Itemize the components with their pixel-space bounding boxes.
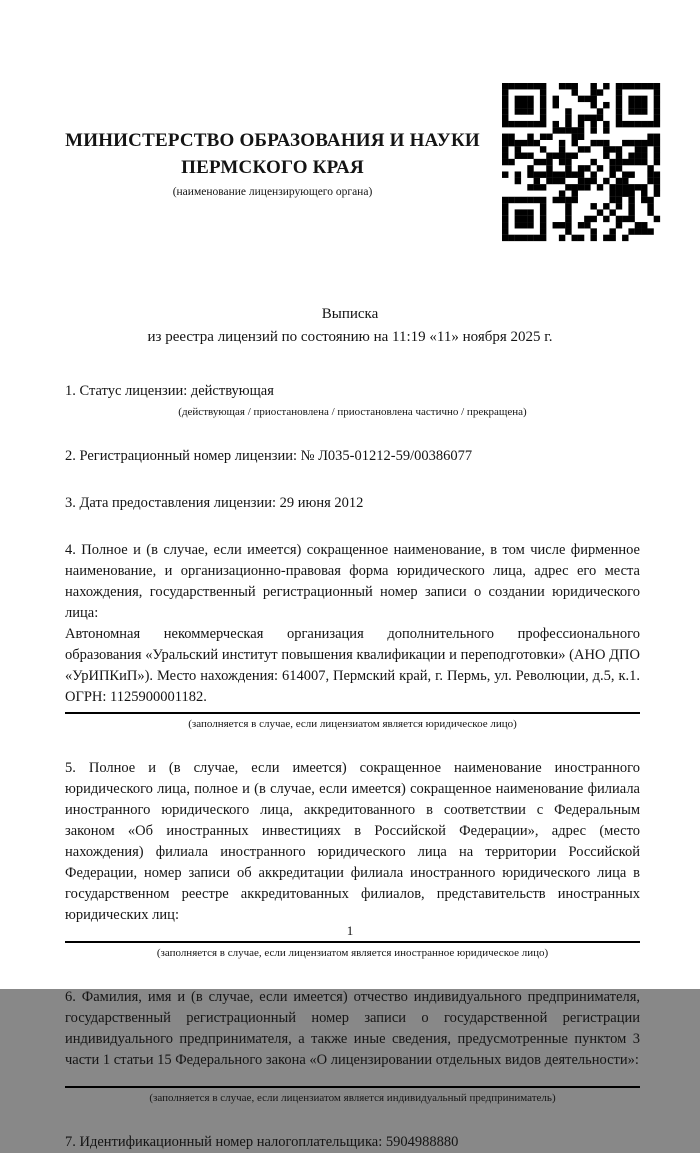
- qr-code: [502, 83, 660, 241]
- item-6-text: 6. Фамилия, имя и (в случае, если имеется) отчество индивидуального предпринимателя, государственный регистрационный номер записи о государственной регистрации индивидуального предпринимателя, а также иные сведения, предусмотренные пунктом 3 части 1 статьи 15 Федерального закона «О лицензировании отдельных видов деятельности»:: [65, 989, 640, 1068]
- item-taxpayer-number: [65, 1132, 640, 1153]
- page-number: 1: [346, 923, 354, 938]
- document-header: [0, 0, 700, 241]
- document-title: [0, 303, 700, 349]
- ministry-name-line1: МИНИСТЕРСТВО ОБРАЗОВАНИЯ И НАУКИ: [65, 129, 480, 151]
- item-2-text: 2. Регистрационный номер лицензии: № Л035-01212-59/00386077: [65, 448, 473, 464]
- item-1-caption: (действующая / приостановлена / приостановлена частично / прекращена): [178, 406, 527, 418]
- item-7-text: 7. Идентификационный номер налогоплательщика: 5904988880: [65, 1134, 459, 1150]
- item-4-caption: (заполняется в случае, если лицензиатом является юридическое лицо): [188, 718, 517, 730]
- item-individual-entrepreneur: [65, 987, 640, 1106]
- item-1-text: 1. Статус лицензии: действующая: [65, 383, 274, 399]
- fill-in-line: [65, 1086, 640, 1088]
- item-3-text: 3. Дата предоставления лицензии: 29 июня 2012: [65, 495, 364, 511]
- fill-in-line: [65, 712, 640, 714]
- document-body: [0, 381, 700, 1153]
- ministry-name: [65, 127, 480, 181]
- item-6-caption: (заполняется в случае, если лицензиатом является индивидуальный предприниматель): [149, 1092, 556, 1104]
- document-title-line2: из реестра лицензий по состоянию на 11:19 «11» ноября 2025 г.: [147, 329, 553, 345]
- fill-in-line: [65, 941, 640, 943]
- item-5-text: 5. Полное и (в случае, если имеется) сокращенное наименование иностранного юридического лица, полное и (в случае, если имеется) сокращенное наименование филиала иностранного юридического лица, аккредитованного в соответствии с Федеральным законом «Об иностранных инвестициях в Российской Федерации», адрес (место нахождения) филиала иностранного юридического лица на территории Российской Федерации, номер записи об аккредитации филиала иностранного юридического лица в государственном реестре аккредитованных филиалов, представительств иностранных юридических лиц:: [65, 760, 640, 923]
- ministry-name-line2: ПЕРМСКОГО КРАЯ: [181, 156, 364, 178]
- item-license-status: [65, 381, 640, 420]
- authority-caption: (наименование лицензирующего органа): [172, 185, 373, 198]
- document-title-line1: Выписка: [321, 306, 379, 322]
- item-4-value: Автономная некоммерческая организация дополнительного профессионального образования «Уральский институт повышения квалификации и переподготовки» (АНО ДПО «УрИПКиП»). Место нахождения: 614007, Пермский край, г. Пермь, ул. Революции, д.5, к.1. ОГРН: 1125900001182.: [65, 626, 640, 705]
- item-registration-number: [65, 446, 640, 467]
- item-5-caption: (заполняется в случае, если лицензиатом является иностранное юридическое лицо): [156, 947, 549, 959]
- item-license-date: [65, 493, 640, 514]
- qr-code-image: [502, 83, 660, 241]
- item-legal-entity: [65, 540, 640, 732]
- item-4-text: 4. Полное и (в случае, если имеется) сокращенное наименование, в том числе фирменное наименование, и организационно-правовая форма юридического лица, адрес его места нахождения, государственный регистрационный номер записи о создании юридического лица:: [65, 542, 640, 621]
- licensing-authority-block: [65, 127, 502, 198]
